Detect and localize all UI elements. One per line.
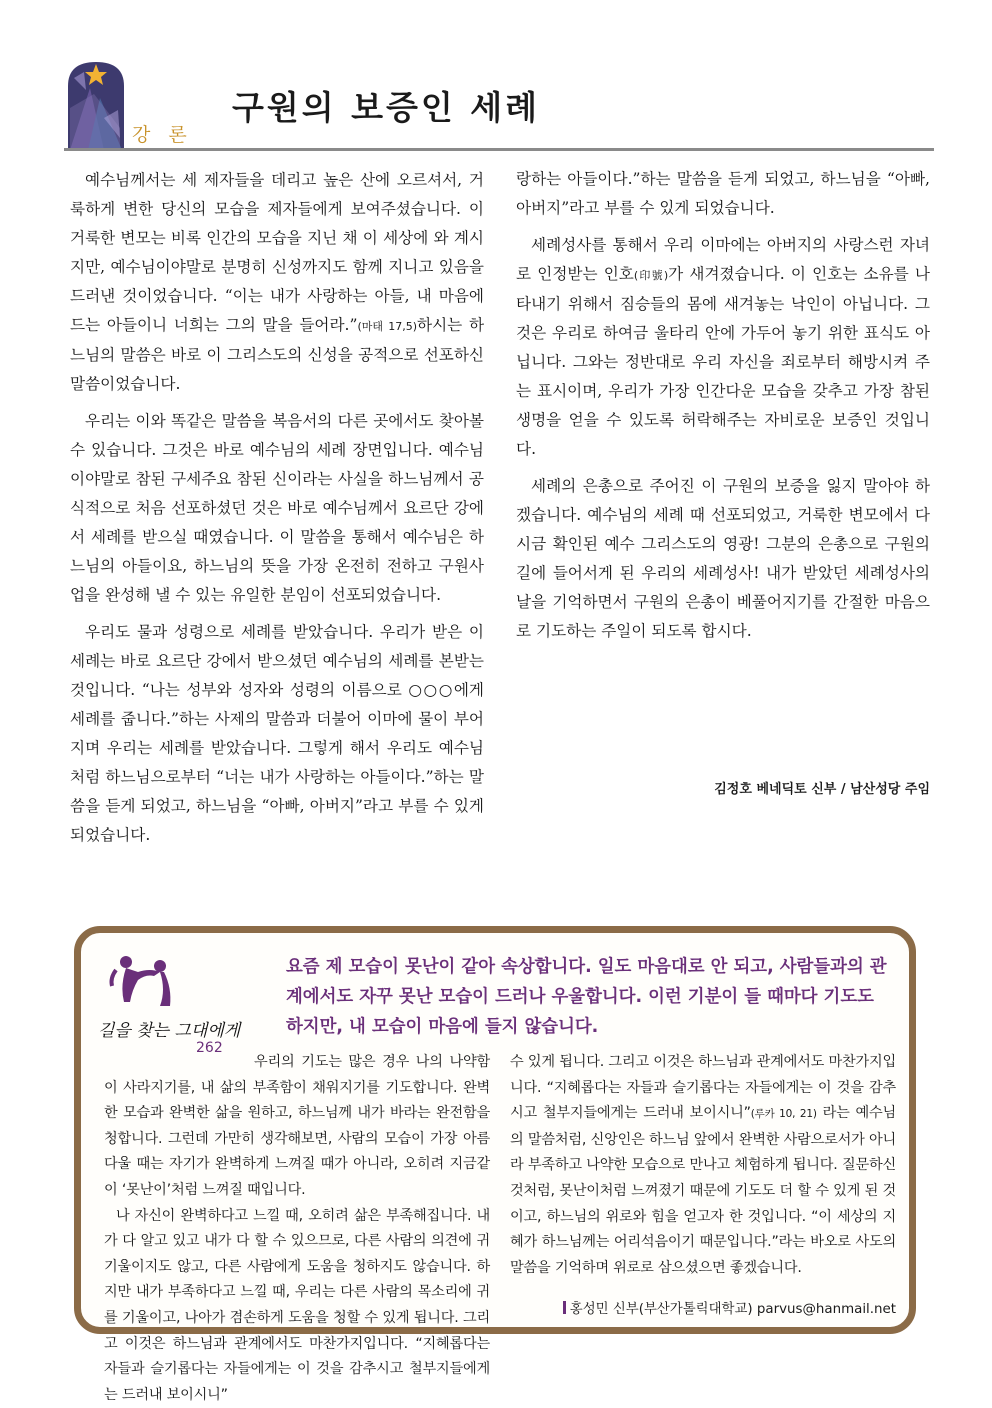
stained-glass-star-icon	[64, 58, 128, 150]
answer-paragraph-2	[104, 1204, 490, 1403]
author-marker	[563, 1301, 566, 1314]
page-title: 구원의 보증인 세례	[232, 88, 541, 127]
article-paragraph-3-continuation: 랑하는 아들이다.”하는 말씀을 듣게 되었고, 하느님을 “아빠, 아버지”라고 부를 수 있게 되었습니다.	[516, 170, 930, 217]
answer-paragraph-2-text: 나 자신이 완벽하다고 느낄 때, 오히려 삶은 부족해집니다. 내가 다 알고 있고 내가 다 할 수 있으므로, 다른 사람의 의견에 귀 기울이지도 않고, 다른 사람에게 도움을 청하지도 않습니다. 하지만 내가 부족하다고 느낄 때, 우리는 다른 사람의 목소리에 귀를 기울이고, 나아가 겸손하게 도움을 청할 수 있게 됩니다. 그리고 이것은 하느님과 관계에서도 마찬가지입니다. “지혜롭다는 자들과 슬기롭다는 자들에게는 이 것을 감추시고 철부지들에게는 드러내 보이시니”	[104, 1207, 490, 1403]
scripture-ref: (마태 17,5)	[357, 320, 418, 333]
answer-scripture-ref: (루카 10, 21)	[750, 1108, 817, 1121]
column-number: 262	[196, 1040, 223, 1056]
answer-author-text: 홍성민 신부(부산가톨릭대학교) parvus@hanmail.net	[569, 1302, 896, 1317]
section-label: 강 론	[132, 124, 193, 146]
answer-paragraph-3: 라는 예수님의 말씀처럼, 신앙인은 하느님 앞에서 완벽한 사람으로서가 아니라 부족하고 나약한 모습으로 만나고 체험하게 됩니다. 질문하신 것처럼, 못난이처럼 느껴졌기 때문에 기도도 더 할 수 있게 된 것이고, 하느님의 위로와 힘을 얻고자 한 것입니다. “이 세상의 지혜가 하느님께는 어리석음이기 때문입니다.”라는 바오로 사도의 말씀을 기억하며 위로로 삼으셨으면 좋겠습니다.	[510, 1105, 896, 1276]
paragraph-4-text: 세례성사를 통해서 우리 이마에는 아버지의 사랑스런 자녀로 인정받는 인호	[516, 236, 930, 283]
icon-caption: 길을 찾는 그대에게	[98, 1021, 241, 1041]
answer-column-left	[104, 1050, 490, 1403]
article-paragraph-1	[70, 166, 484, 399]
reader-question: 요즘 제 모습이 못난이 같아 속상합니다. 일도 마음대로 안 되고, 사람들과의 관계에서도 자꾸 못난 모습이 드러나 우울합니다. 이런 기분이 들 때마다 기도도 하지만, 내 모습이 마음에 들지 않습니다.	[286, 957, 887, 1037]
article-column-left	[70, 166, 484, 916]
answer-column-right	[510, 1050, 896, 1281]
answer-paragraph-2-continuation: 수 있게 됩니다. 그리고 이것은 하느님과 관계에서도 마찬가지입니다. “지혜롭다는 자들과 슬기롭다는 자들에게는 이 것을 감추시고 철부지들에게는 드러내 보이시니”(루카 10, 21) 라는 예수님의 말씀처럼, 신앙인은 하느님 앞에서 완벽한 사람으로서가 아니라 부족하고 나약한 모습으로 만나고 체험하게 됩니다. 질문하신 것처럼, 못난이처럼 느껴졌기 때문에 기도도 더 할 수 있게 된 것이고, 하느님의 위로와 힘을 얻고자 한 것입니다. “이 세상의 지혜가 하느님께는 어리석음이기 때문입니다.”라는 바오로 사도의 말씀을 기억하며 위로로 삼으셨으면 좋겠습니다.	[510, 1054, 896, 1276]
article-author: 김정호 베네딕토 신부 / 남산성당 주임	[714, 782, 930, 797]
answer-paragraph-1: 우리의 기도는 많은 경우 나의 나약함이 사라지기를, 내 삶의 부족함이 채워지기를 기도합니다. 완벽한 모습과 완벽한 삶을 원하고, 하느님께 내가 바라는 완전함을 청합니다. 그런데 가만히 생각해보면, 사람의 모습이 가장 아름다울 때는 자기가 완벽하게 느껴질 때가 아니라, 오히려 지금같이 ‘못난이’처럼 느껴질 때입니다.	[104, 1054, 490, 1198]
article-paragraph-3: 우리도 물과 성령으로 세례를 받았습니다. 우리가 받은 이 세례는 바로 요르단 강에서 받으셨던 예수님의 세례를 본받는 것입니다. “나는 성부와 성자와 성령의 이름으로 ○○○에게 세례를 줍니다.”하는 사제의 말씀과 더불어 이마에 물이 부어지며 우리는 세례를 받았습니다. 그렇게 해서 우리도 예수님처럼 하느님으로부터 “너는 내가 사랑하는 아들이다.”하는 말씀을 듣게 되었고, 하느님을 “아빠, 아버지”라고 부를 수 있게 되었습니다.	[70, 623, 484, 844]
answer-author	[510, 1298, 896, 1317]
article-column-right	[516, 166, 930, 654]
paragraph-1-continuation: 하시는 하느님의 말씀은 바로 이 그리스도의 신성을 공적으로 선포하신 말씀이었습니다.	[70, 316, 485, 393]
paragraph-1-text: 예수님께서는 세 제자들을 데리고 높은 산에 오르셔서, 거룩하게 변한 당신의 모습을 제자들에게 보여주셨습니다. 이 거룩한 변모는 비록 인간의 모습을 지닌 채 이 세상에 와 계시지만, 예수님이야말로 분명히 신성까지도 함께 지니고 있음을 드러낸 것이었습니다. “이는 내가 사랑하는 아들, 내 마음에 드는 아들이니 너희는 그의 말을 들어라.”	[70, 171, 484, 334]
article-paragraph-2: 우리는 이와 똑같은 말씀을 복음서의 다른 곳에서도 찾아볼 수 있습니다. 그것은 바로 예수님의 세례 장면입니다. 예수님이야말로 참된 구세주요 참된 신이라는 사실을 하느님께서 공식적으로 처음 선포하셨던 것은 바로 예수님께서 요르단 강에서 세례를 받으실 때였습니다. 이 말씀을 통해서 예수님은 하느님의 아들이요, 하느님의 뜻을 가장 온전히 전하고 구원사업을 완성해 낼 수 있는 유일한 분임이 선포되었습니다.	[70, 412, 484, 604]
hanja-note: (印號)	[633, 269, 669, 282]
article-paragraph-5: 세례의 은총으로 주어진 이 구원의 보증을 잃지 말아야 하겠습니다. 예수님의 세례 때 선포되었고, 거룩한 변모에서 다시금 확인된 예수 그리스도의 영광! 그분의 은총으로 구원의 길에 들어서게 된 우리의 세례성사! 내가 받았던 세례성사의 날을 기억하면서 구원의 은총이 베풀어지기를 간절한 마음으로 기도하는 주일이 되도록 합시다.	[516, 477, 930, 640]
header-divider	[64, 148, 934, 151]
article-paragraph-4	[516, 231, 930, 464]
paragraph-4-continuation: 가 새겨졌습니다. 이 인호는 소유를 나타내기 위해서 짐승들의 몸에 새겨놓는 낙인이 아닙니다. 그것은 우리로 하여금 울타리 안에 가두어 놓기 위한 표식도 아닙니다. 그와는 정반대로 우리 자신을 죄로부터 해방시켜 주는 표시이며, 우리가 가장 인간다운 모습을 갖추고 가장 참된 생명을 얻을 수 있도록 허락해주는 자비로운 보증인 것입니다.	[516, 265, 930, 458]
